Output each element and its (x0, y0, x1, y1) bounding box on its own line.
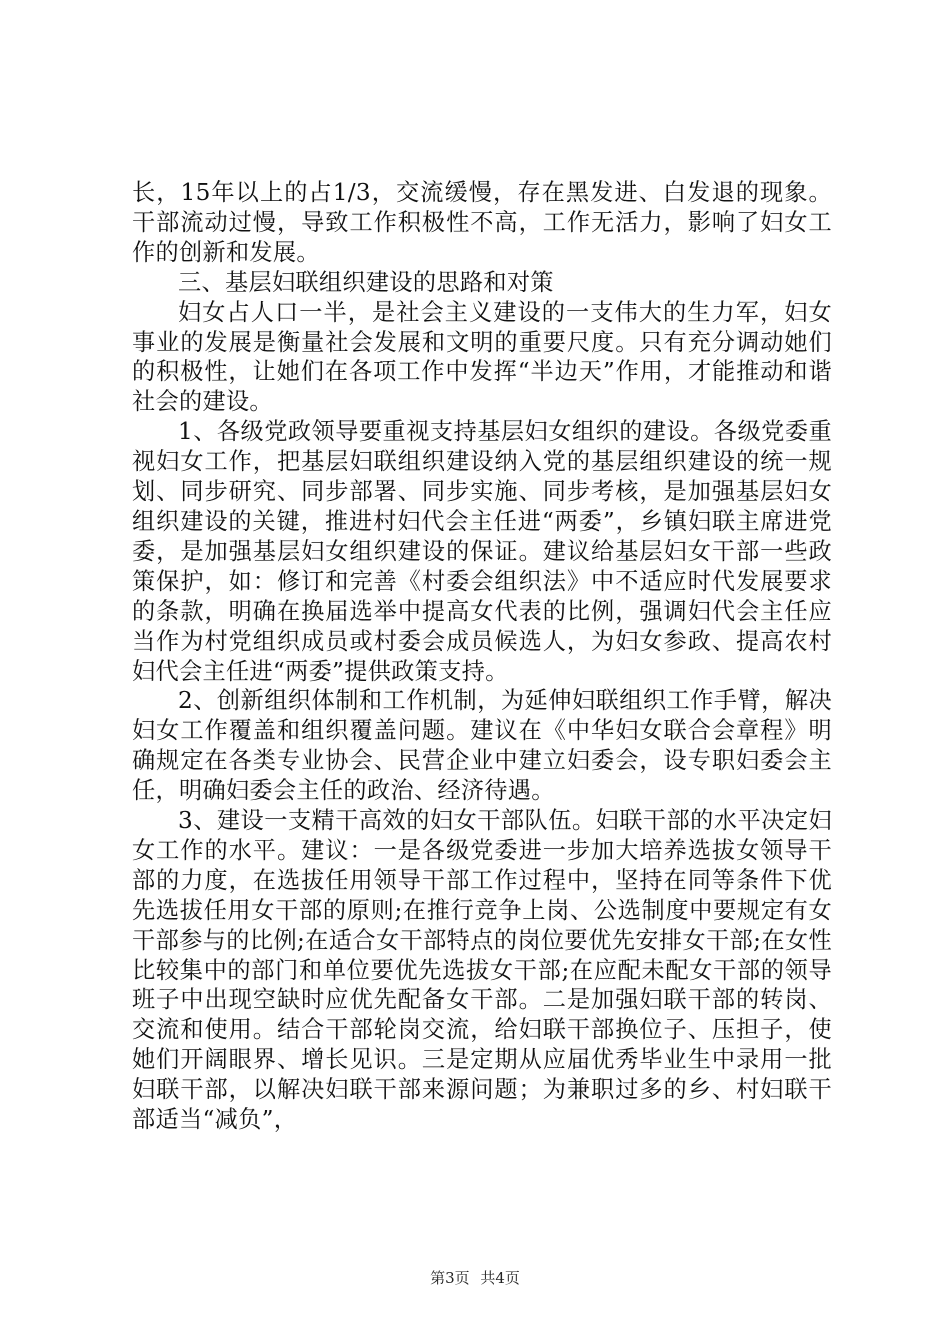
page-footer (0, 1268, 950, 1288)
paragraph-continued: 长，15年以上的占1/3，交流缓慢，存在黑发进、白发退的现象。干部流动过慢，导致工作积极性不高，工作无活力，影响了妇女工作的创新和发展。 (132, 179, 832, 266)
paragraph-item-3: 3、建设一支精干高效的妇女干部队伍。妇联干部的水平决定妇女工作的水平。建议：一是各级党委进一步加大培养选拔女领导干部的力度，在选拔任用领导干部工作过程中，坚持在同等条件下优先选拔任用女干部的原则;在推行竞争上岗、公选制度中要规定有女干部参与的比例;在适合女干部特点的岗位要优先安排女干部;在女性比较集中的部门和单位要优先选拔女干部;在应配未配女干部的领导班子中出现空缺时应优先配备女干部。二是加强妇联干部的转岗、交流和使用。结合干部轮岗交流，给妇联干部换位子、压担子，使她们开阔眼界、增长见识。三是定期从应届优秀毕业生中录用一批妇联干部，以解决妇联干部来源问题；为兼职过多的乡、村妇联干部适当“减负”， (132, 807, 832, 1134)
paragraph-item-1: 1、各级党政领导要重视支持基层妇女组织的建设。各级党委重视妇女工作，把基层妇联组织建设纳入党的基层组织建设的统一规划、同步研究、同步部署、同步实施、同步考核，是加强基层妇女组织建设的关键，推进村妇代会主任进“两委”，乡镇妇联主席进党委，是加强基层妇女组织建设的保证。建议给基层妇女干部一些政策保护，如：修订和完善《村委会组织法》中不适应时代发展要求的条款，明确在换届选举中提高女代表的比例，强调妇代会主任应当作为村党组织成员或村委会成员候选人，为妇女参政、提高农村妇代会主任进“两委”提供政策支持。 (132, 418, 832, 685)
paragraph-item-2: 2、创新组织体制和工作机制，为延伸妇联组织工作手臂，解决妇女工作覆盖和组织覆盖问题。建议在《中华妇女联合会章程》明确规定在各类专业协会、民营企业中建立妇委会，设专职妇委会主任，明确妇委会主任的政治、经济待遇。 (132, 687, 832, 805)
section-heading: 三、基层妇联组织建设的思路和对策 (178, 268, 554, 296)
paragraph: 妇女占人口一半，是社会主义建设的一支伟大的生力军，妇女事业的发展是衡量社会发展和文明的重要尺度。只有充分调动她们的积极性，让她们在各项工作中发挥“半边天”作用，才能推动和谐社会的建设。 (132, 298, 832, 416)
page-number: 第3页 (430, 1269, 470, 1287)
document-body (132, 178, 832, 1135)
page-total: 共4页 (480, 1269, 520, 1287)
